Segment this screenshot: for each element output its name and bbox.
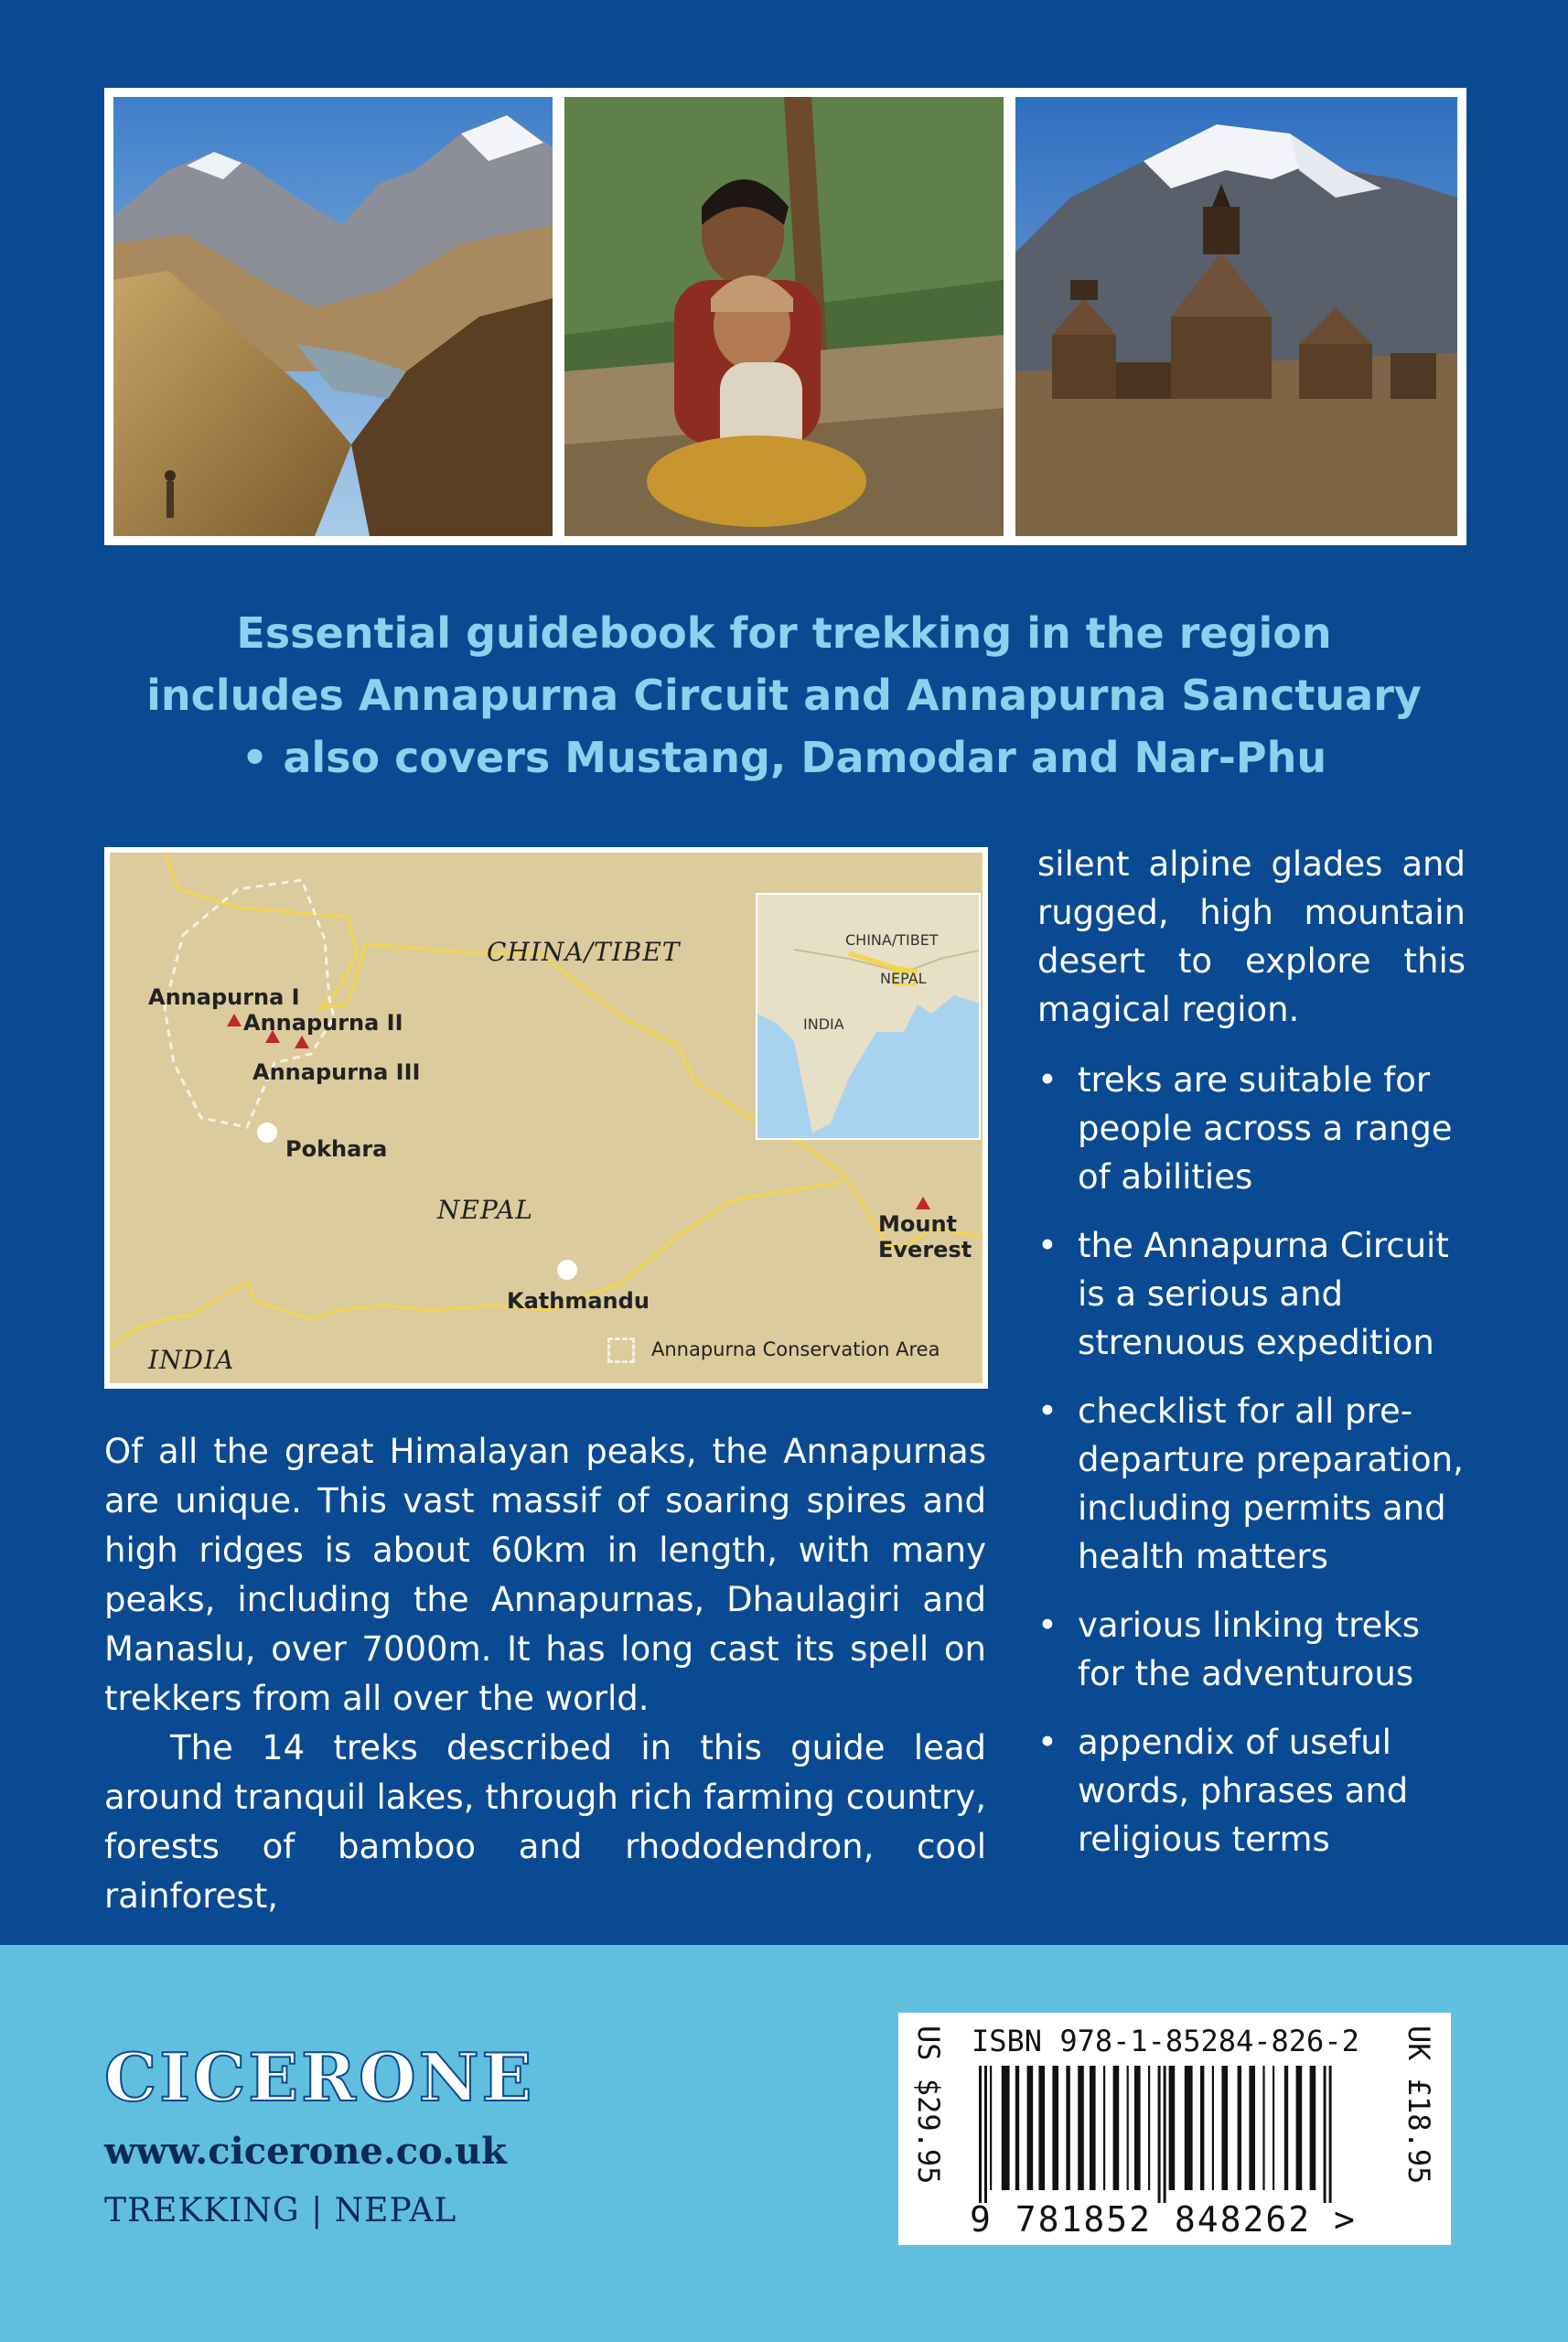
tagline-line-3: • also covers Mustang, Damodar and Nar-Phu	[241, 733, 1327, 782]
bullet-icon: •	[1037, 1723, 1058, 1762]
everest-marker	[916, 1197, 930, 1209]
bullet-icon: •	[1037, 1226, 1058, 1265]
feature-text: the Annapurna Circuit is a serious and strenuous expedition	[1078, 1226, 1449, 1362]
website-link[interactable]: www.cicerone.co.uk	[104, 2130, 507, 2173]
india-label: INDIA	[148, 1345, 235, 1375]
barcode-bar	[1249, 2066, 1255, 2190]
map-area	[110, 853, 983, 1383]
barcode-bar	[990, 2066, 992, 2190]
barcode-panel	[898, 2013, 1451, 2245]
feature-item	[1037, 1718, 1466, 1864]
barcode-bar	[1164, 2066, 1166, 2203]
stupas-and-peak-photo	[1015, 97, 1457, 536]
price-us: US $29.95	[911, 2025, 946, 2185]
bullet-icon: •	[1037, 1606, 1058, 1645]
barcode-icon	[975, 2066, 1378, 2203]
inset-india-label: INDIA	[803, 1015, 844, 1033]
map-legend	[607, 1338, 940, 1363]
china-tibet-label: CHINA/TIBET	[487, 937, 681, 967]
pokhara-label: Pokhara	[285, 1136, 388, 1162]
tagline-line-1: Essential guidebook for trekking in the region	[236, 608, 1332, 658]
nepal-label: NEPAL	[437, 1195, 534, 1225]
tagline	[0, 602, 1568, 789]
feature-text: checklist for all pre-departure preparation, including permits and health matters	[1078, 1391, 1464, 1576]
feature-text: treks are suitable for people across a range of abilities	[1078, 1060, 1453, 1197]
annapurna-iii-marker	[295, 1036, 309, 1048]
barcode-bar	[1329, 2066, 1332, 2203]
photo-strip	[104, 88, 1466, 545]
feature-list	[1037, 1056, 1466, 1864]
feature-text: appendix of useful words, phrases and religious terms	[1078, 1723, 1409, 1859]
inset-nepal-label: NEPAL	[880, 970, 927, 987]
barcode-bar	[1296, 2066, 1303, 2190]
annapurna-i-marker	[227, 1014, 242, 1026]
mother-and-child-photo	[564, 97, 1004, 536]
barcode-bar	[1169, 2066, 1176, 2190]
tagline-line-2: includes Annapurna Circuit and Annapurna Sanctuary	[146, 671, 1422, 720]
isbn-label: ISBN 978-1-85284-826-2	[972, 2024, 1359, 2058]
barcode-bar	[1078, 2066, 1084, 2190]
annapurna-ii-label: Annapurna II	[243, 1010, 403, 1036]
annapurna-i-label: Annapurna I	[148, 984, 300, 1010]
dashed-box-icon	[607, 1338, 635, 1363]
barcode-bar	[979, 2066, 982, 2203]
locator-inset-map	[756, 893, 981, 1140]
description-paragraph-2: The 14 treks described in this guide lead around tranquil lakes, through rich farming country, forests of bamboo and rhododendron, cool rainforest,	[104, 1728, 986, 1916]
kathmandu-marker	[557, 1260, 577, 1280]
barcode-bar	[1238, 2066, 1241, 2190]
mountain-valley-photo	[113, 97, 553, 536]
barcode-bar	[1027, 2066, 1034, 2190]
feature-column	[1037, 840, 1466, 1884]
region-map	[104, 847, 988, 1389]
description-paragraph-1: Of all the great Himalayan peaks, the Annapurnas are unique. This vast massif of soaring spires and high ridges is about 60km in length, with many peaks, including the Annapurnas, Dhaulagiri and Manaslu, over 7000m. It has long cast its spell on trekkers from all over the world.	[104, 1432, 986, 1718]
barcode-bar	[1090, 2066, 1096, 2190]
cicerone-logo: CICERONE	[104, 2038, 535, 2116]
feature-item	[1037, 1221, 1466, 1367]
barcode-bar	[1273, 2066, 1274, 2190]
barcode-number: 9 781852 848262 >	[970, 2199, 1357, 2240]
feature-text: various linking treks for the adventurous	[1078, 1606, 1420, 1693]
feature-item	[1037, 1601, 1466, 1698]
bullet-icon: •	[1037, 1060, 1058, 1100]
barcode-bar	[1185, 2066, 1193, 2190]
barcode-bar	[1310, 2066, 1316, 2190]
category-label: TREKKING | NEPAL	[104, 2192, 457, 2229]
barcode-bar	[1015, 2066, 1019, 2190]
barcode-bar	[1038, 2066, 1045, 2190]
mount-everest-label	[878, 1211, 972, 1262]
everest-label-line-2: Everest	[878, 1237, 972, 1262]
barcode-bar	[1134, 2066, 1141, 2190]
pokhara-marker	[257, 1123, 277, 1143]
barcode-bar	[1324, 2066, 1326, 2203]
barcode-bar	[1221, 2066, 1228, 2190]
description-continuation: silent alpine glades and rugged, high mountain desert to explore this magical region.	[1037, 844, 1466, 1029]
annapurna-iii-label: Annapurna III	[252, 1059, 421, 1085]
barcode-bar	[1113, 2066, 1120, 2190]
kathmandu-label: Kathmandu	[507, 1288, 650, 1314]
price-uk: UK £18.95	[1402, 2025, 1436, 2185]
barcode-bar	[1148, 2066, 1150, 2190]
barcode-bar	[1127, 2066, 1129, 2190]
barcode-bar	[1002, 2066, 1010, 2190]
bullet-icon: •	[1037, 1391, 1058, 1431]
feature-item	[1037, 1056, 1466, 1201]
description-body	[104, 1427, 986, 1921]
barcode-bar	[1066, 2066, 1069, 2190]
barcode-bar	[1212, 2066, 1214, 2190]
inset-china-label: CHINA/TIBET	[845, 931, 939, 949]
barcode-bar	[1262, 2066, 1264, 2190]
legend-label: Annapurna Conservation Area	[651, 1338, 940, 1360]
barcode-bar	[984, 2066, 987, 2203]
barcode-bar	[1103, 2066, 1105, 2190]
everest-label-line-1: Mount	[878, 1211, 958, 1237]
barcode-bar	[1200, 2066, 1204, 2190]
barcode-bar	[1052, 2066, 1058, 2190]
barcode-bar	[1284, 2066, 1288, 2190]
barcode-bar	[1158, 2066, 1161, 2203]
feature-item	[1037, 1387, 1466, 1581]
